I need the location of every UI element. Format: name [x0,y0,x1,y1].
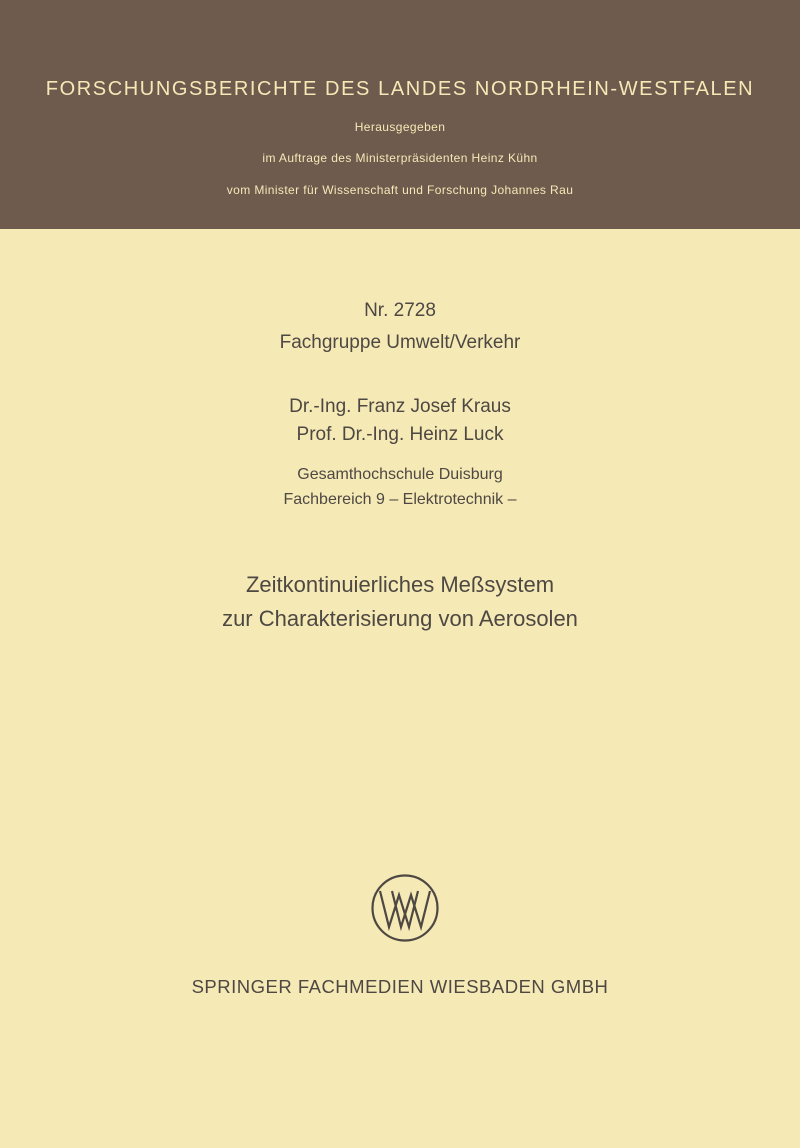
institution-line-1: Gesamthochschule Duisburg [297,466,503,483]
header-line-minister: vom Minister für Wissenschaft und Forschung Johannes Rau [226,183,574,197]
title-line-1: Zeitkontinuierliches Meßsystem [245,572,555,597]
author-2: Prof. Dr.-Ing. Heinz Luck [296,424,504,445]
author-1: Dr.-Ing. Franz Josef Kraus [289,396,511,417]
report-number: Nr. 2728 [364,300,436,321]
header-line-herausgegeben: Herausgegeben [354,120,446,134]
institution-line-2: Fachbereich 9 – Elektrotechnik – [283,491,517,508]
ww-circle-logo-icon [370,873,440,943]
header-line-auftrag: im Auftrage des Ministerpräsidenten Heinz Kühn [262,151,538,165]
publisher-name: SPRINGER FACHMEDIEN WIESBADEN GMBH [191,976,609,997]
series-title: FORSCHUNGSBERICHTE DES LANDES NORDRHEIN-WESTFALEN [45,78,755,100]
title-line-2: zur Charakterisierung von Aerosolen [222,606,578,631]
header-band [0,0,800,229]
fachgruppe: Fachgruppe Umwelt/Verkehr [279,332,521,353]
